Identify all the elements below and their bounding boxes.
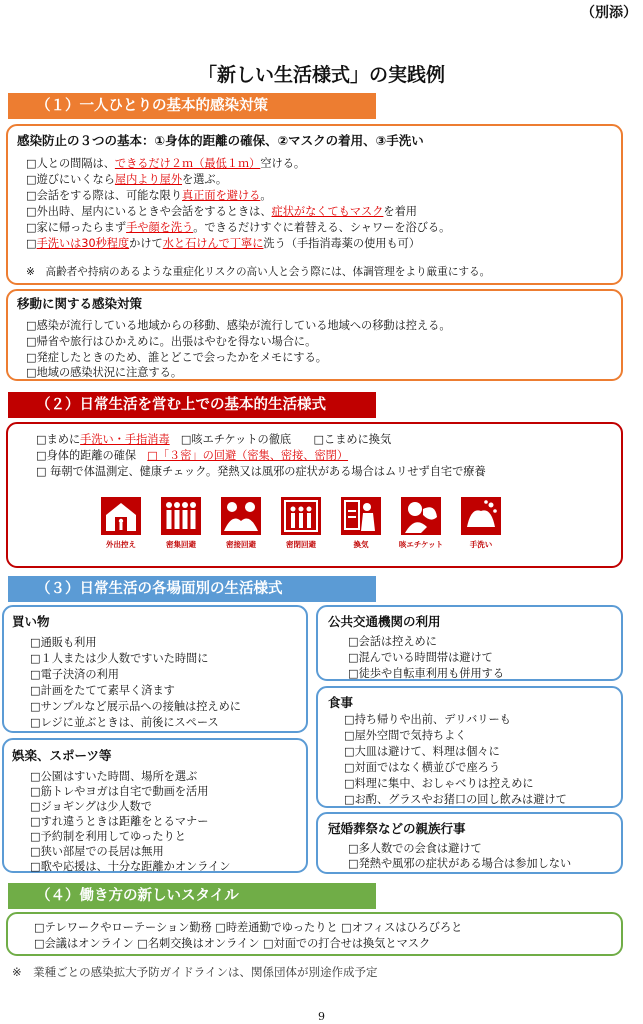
list-item: □対面ではなく横並びで座ろう: [344, 761, 501, 774]
list-item: □まめに手洗い・手指消毒 □咳エチケットの徹底 □こまめに換気: [36, 433, 392, 446]
list-item: □屋外空間で気持ちよく: [344, 729, 467, 742]
list-item: □１人または少人数ですいた時間に: [30, 652, 209, 665]
list-item: □お酌、グラスやお猪口の回し飲みは避けて: [344, 793, 567, 806]
close-contact-avoid-icon: 密接回避: [216, 497, 266, 550]
list-item: □帰省や旅行はひかえめに。出張はやむを得ない場合に。: [26, 335, 317, 348]
list-item: □レジに並ぶときは、前後にスペース: [30, 716, 219, 729]
list-item: □持ち帰りや出前、デリバリーも: [344, 713, 511, 726]
transit-title: 公共交通機関の利用: [328, 614, 441, 629]
basic-measures-box: [6, 124, 623, 285]
list-item: □会議はオンライン □名刺交換はオンライン □対面での打合せは換気とマスク: [34, 937, 431, 950]
list-item: □ 毎朝で体温測定、健康チェック。発熱又は風邪の症状がある場合はムリせず自宅で療養: [36, 465, 486, 478]
attachment-tag: （別添）: [581, 5, 637, 21]
list-item: □発熱や風邪の症状がある場合は参加しない: [348, 857, 572, 870]
transit-box: [316, 605, 623, 681]
cough-etiquette-icon: 咳エチケット: [396, 497, 446, 550]
list-item: □多人数での会食は避けて: [348, 842, 482, 855]
list-item: □大皿は避けて、料理は個々に: [344, 745, 500, 758]
shopping-title: 買い物: [12, 614, 50, 629]
leisure-box: [2, 738, 308, 873]
guideline-footnote: ※ 業種ごとの感染拡大予防ガイドラインは、関係団体が別途作成予定: [12, 965, 378, 979]
list-item: □遊びにいくなら屋内より屋外を選ぶ。: [26, 173, 228, 186]
list-item: □電子決済の利用: [30, 668, 119, 681]
going-out-icon: 外出控え: [96, 497, 146, 550]
list-item: □狭い部屋での長居は無用: [30, 845, 164, 858]
page-title: 「新しい生活様式」の実践例: [197, 64, 445, 86]
list-item: □歌や応援は、十分な距離かオンライン: [30, 860, 231, 873]
list-item: □通販も利用: [30, 636, 97, 649]
crowd-avoid-icon: 密集回避: [156, 497, 206, 550]
shopping-box: [2, 605, 308, 733]
list-item: □筋トレやヨガは自宅で動画を活用: [30, 785, 209, 798]
basic-measures-title: 感染防止の３つの基本：①身体的距離の確保、②マスクの着用、③手洗い: [17, 133, 424, 148]
list-item: □ジョギングは少人数で: [30, 800, 152, 813]
list-item: □すれ違うときは距離をとるマナー: [30, 815, 209, 828]
list-item: □会話は控えめに: [348, 635, 437, 648]
list-item: □料理に集中、おしゃべりは控えめに: [344, 777, 534, 790]
risk-note: ※ 高齢者や持病のあるような重症化リスクの高い人と会う際には、体調管理をより厳重にする。: [26, 266, 491, 278]
travel-measures-title: 移動に関する感染対策: [17, 296, 143, 311]
hand-washing-icon: 手洗い: [456, 497, 506, 550]
list-item: □会話をする際は、可能な限り真正面を避ける。: [26, 189, 272, 202]
list-item: □家に帰ったらまず手や顔を洗う。できるだけすぐに着替える、シャワーを浴びる。: [26, 221, 451, 234]
list-item: □予約制を利用してゆったりと: [30, 830, 186, 843]
section-1-heading: （１）一人ひとりの基本的感染対策: [8, 93, 376, 119]
list-item: □発症したときのため、誰とどこで会ったかをメモにする。: [26, 351, 327, 364]
leisure-title: 娯楽、スポーツ等: [12, 748, 112, 763]
closed-space-avoid-icon: 密閉回避: [276, 497, 326, 550]
ceremony-title: 冠婚葬祭などの親族行事: [328, 821, 466, 836]
pictogram-row: [96, 497, 526, 559]
list-item: □感染が流行している地域からの移動、感染が流行している地域への移動は控える。: [26, 319, 451, 332]
list-item: □地域の感染状況に注意する。: [26, 366, 183, 379]
list-item: □外出時、屋内にいるときや会話をするときは、症状がなくてもマスクを着用: [26, 205, 417, 218]
list-item: □身体的距離の確保 □「３密」の回避（密集、密接、密閉）: [36, 449, 349, 462]
section-3-heading: （３）日常生活の各場面別の生活様式: [8, 576, 376, 602]
list-item: □サンプルなど展示品への接触は控えめに: [30, 700, 241, 713]
list-item: □混んでいる時間帯は避けて: [348, 651, 493, 664]
travel-measures-box: [6, 289, 623, 381]
meals-box: [316, 686, 623, 808]
page-number: 9: [318, 1010, 325, 1023]
ceremony-box: [316, 812, 623, 874]
section-4-heading: （４）働き方の新しいスタイル: [8, 883, 376, 909]
list-item: □公園はすいた時間、場所を選ぶ: [30, 770, 198, 783]
list-item: □テレワークやローテーション勤務 □時差通勤でゆったりと □オフィスはひろびろと: [34, 921, 463, 934]
section-2-heading: （２）日常生活を営む上での基本的生活様式: [8, 392, 376, 418]
list-item: □徒歩や自転車利用も併用する: [348, 667, 505, 680]
meals-title: 食事: [328, 695, 354, 710]
list-item: □計画をたてて素早く済ます: [30, 684, 175, 697]
list-item: □手洗いは30秒程度かけて水と石けんで丁寧に洗う（手指消毒薬の使用も可）: [26, 237, 421, 250]
ventilation-icon: 換気: [336, 497, 386, 550]
list-item: □人との間隔は、できるだけ２ｍ（最低１ｍ）空ける。: [26, 157, 306, 170]
work-style-box: [6, 912, 623, 956]
